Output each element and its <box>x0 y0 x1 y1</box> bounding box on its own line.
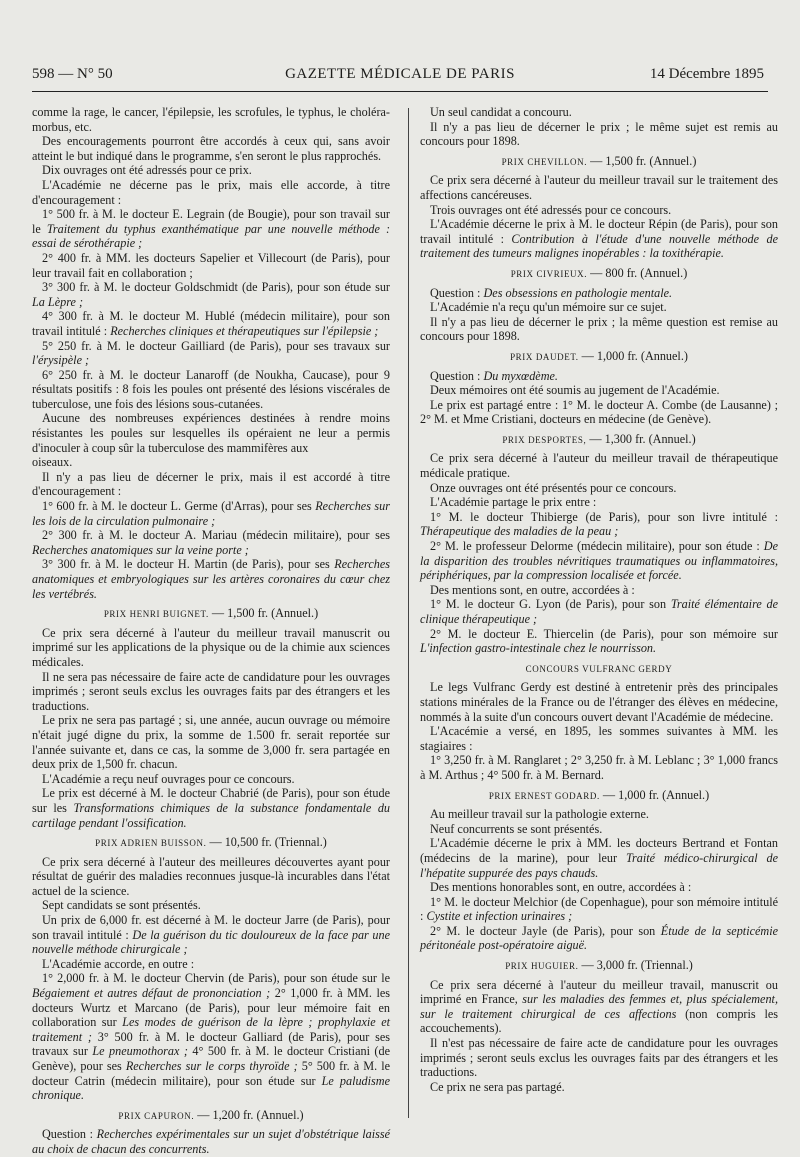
paragraph: Sept candidats se sont présentés. <box>42 898 201 913</box>
section-heading-godard: PRIX ERNEST GODARD. — 1,000 fr. (Annuel.) <box>488 787 710 802</box>
paragraph: 5° 250 fr. à M. le docteur Gailliard (de Paris), pour ses travaux sur l'érysipèle ; <box>32 338 390 368</box>
paragraph: Le prix ne sera pas partagé ; si, une année, aucun ouvrage ou mémoire n'était jugé digne du prix, la somme de 1.500 fr. serait reportée sur l'année suivante et, dans ce cas, la somme de 3,000 fr. sera partagée en deux prix de 1,500 fr. chacun. <box>32 713 390 772</box>
paragraph: 1° 600 fr. à M. le docteur L. Germe (d'Arras), pour ses Recherches sur les lois de la circulation pulmonaire ; <box>32 499 390 528</box>
paragraph: L'Académie ne décerne pas le prix, mais elle accorde, à titre d'encouragement : <box>32 177 390 207</box>
paragraph: Ce prix sera décerné à l'auteur des meilleures découvertes ayant pour résultat de guérir des maladies reconnues jusque-là incurables dans l'état actuel de la science. <box>32 854 390 898</box>
paragraph: 1° M. le docteur Melchior (de Copenhague), pour son mémoire intitulé : Cystite et infection urinaires ; <box>420 894 778 924</box>
section-heading-buisson: PRIX ADRIEN BUISSON. — 10,500 fr. (Triennal.) <box>95 835 327 850</box>
paragraph: Question : Des obsessions en pathologie mentale. <box>430 285 673 300</box>
paragraph: L'Académie a reçu neuf ouvrages pour ce concours. <box>42 771 295 786</box>
paragraph: 4° 300 fr. à M. le docteur M. Hublé (médecin militaire), pour son travail intitulé : Recherches cliniques et thérapeutiques sur l'épilepsie ; <box>32 309 390 338</box>
section-heading-huguier: PRIX HUGUIER. — 3,000 fr. (Triennal.) <box>505 958 693 973</box>
paragraph: Le legs Vulfranc Gerdy est destiné à entretenir près des principales stations minérales de la France ou de l'étranger des élèves en médecine, nommés à la suite d'un concours ouvert devant l'Académie de médecine. <box>420 680 778 724</box>
column-divider <box>408 108 409 1118</box>
paragraph: L'Acacémie a versé, en 1895, les sommes suivantes à MM. les stagiaires : <box>420 724 778 753</box>
paragraph: Le prix est décerné à M. le docteur Chabrié (de Paris), pour son étude sur les Transformations chimiques de la substance fondamentale du cartilage pendant l'ossification. <box>32 786 391 830</box>
paragraph: Ce prix ne sera pas partagé. <box>430 1079 565 1094</box>
paragraph: Il n'y a pas lieu de décerner le prix ; le même sujet est remis au concours pour 1898. <box>420 119 778 149</box>
page-header <box>0 60 800 90</box>
paragraph: oiseaux. <box>32 455 73 470</box>
paragraph: L'Académie décerne le prix à MM. les docteurs Bertrand et Fontan (médecins de la marine), pour leur Traité médico-chirurgical de l'hépatite suppurée des pays chauds. <box>420 836 778 880</box>
paragraph: Neuf concurrents se sont présentés. <box>430 821 603 836</box>
paragraph: L'Académie décerne le prix à M. le docteur Répin (de Paris), pour son travail intitulé : Contribution à l'étude d'une nouvelle méthode de traitement des tumeurs malignes inopérables : la toxithérapie. <box>420 217 778 261</box>
section-heading-chevillon: PRIX CHEVILLON. — 1,500 fr. (Annuel.) <box>501 153 697 168</box>
paragraph: Des mentions sont, en outre, accordées à : <box>430 582 635 597</box>
paragraph: L'Académie partage le prix entre : <box>430 495 597 510</box>
paragraph: 1° 500 fr. à M. le docteur E. Legrain (de Bougie), pour son travail sur le Traitement du typhus exanthématique par une nouvelle méthode : essai de sérothérapie ; <box>32 207 391 251</box>
paragraph: Il n'est pas nécessaire de faire acte de candidature pour les ouvrages imprimés ; seront seuls exclus les ouvrages faits par des étrangers et les traductions. <box>420 1036 778 1080</box>
paragraph: 3° 300 fr. à M. le docteur Goldschmidt (de Paris), pour son étude sur La Lèpre ; <box>32 280 390 309</box>
paragraph: 1° M. le docteur G. Lyon (de Paris), pour son Traité élémentaire de clinique thérapeutique ; <box>420 597 779 626</box>
section-heading-daudet: PRIX DAUDET. — 1,000 fr. (Annuel.) <box>510 348 688 363</box>
paragraph: Ce prix sera décerné à l'auteur du meilleur travail manuscrit ou imprimé sur les applications de la physique ou de la chimie aux sciences médicales. <box>32 625 390 669</box>
paragraph: Il ne sera pas nécessaire de faire acte de candidature pour les ouvrages imprimés ; seront seuls exclus les ouvrages faits par des étrangers et les traductions. <box>32 669 390 713</box>
section-heading-civrieux: PRIX CIVRIEUX. — 800 fr. (Annuel.) <box>510 265 688 280</box>
journal-title: GAZETTE MÉDICALE DE PARIS <box>285 66 515 82</box>
paragraph: Des encouragements pourront être accordés à ceux qui, sans avoir atteint le but indiqué dans le programme, s'en seront le plus rapprochés. <box>32 134 390 163</box>
section-heading-capuron: PRIX CAPURON. — 1,200 fr. (Annuel.) <box>118 1107 304 1122</box>
paragraph: Onze ouvrages ont été présentés pour ce concours. <box>430 480 677 495</box>
paragraph: 2° M. le professeur Delorme (médecin militaire), pour son étude : De la disparition des troubles névritiques traumatiques ou inflammatoires, périphériques, par la compression localisée et forcée. <box>420 539 778 583</box>
paragraph: Un seul candidat a concouru. <box>430 105 572 119</box>
paragraph: Il n'y a pas lieu de décerner le prix ; la même question est remise au concours pour 1898. <box>420 314 778 344</box>
issue-date: 14 Décembre 1895 <box>649 66 764 82</box>
section-heading-desportes: PRIX DESPORTES, — 1,300 fr. (Annuel.) <box>502 431 696 446</box>
paragraph: Question : Recherches expérimentales sur un sujet d'obstétrique laissé au choix de chacun des concurrents. <box>32 1127 390 1156</box>
section-heading-gerdy: CONCOURS VULFRANC GERDY <box>525 663 673 674</box>
paragraph: Trois ouvrages ont été adressés pour ce concours. <box>430 202 672 217</box>
paragraph: Ce prix sera décerné à l'auteur du meilleur travail de thérapeutique médicale pratique. <box>420 451 778 481</box>
header-rule <box>32 91 768 92</box>
paragraph: Deux mémoires ont été soumis au jugement de l'Académie. <box>430 383 720 398</box>
paragraph: Question : Du myxœdème. <box>430 368 558 383</box>
section-heading-buignet: PRIX HENRI BUIGNET. — 1,500 fr. (Annuel.) <box>103 606 319 621</box>
paragraph: Dix ouvrages ont été adressés pour ce prix. <box>42 163 252 178</box>
paragraph: 3° 300 fr. à M. le docteur H. Martin (de Paris), pour ses Recherches anatomiques et embryologiques sur les artères coronaires du cœur chez les vertébrés. <box>32 557 390 601</box>
paragraph: Un prix de 6,000 fr. est décerné à M. le docteur Jarre (de Paris), pour son travail intitulé : De la guérison du tic douloureux de la face par une nouvelle méthode chirurgicale ; <box>32 913 390 957</box>
paragraph: 2° M. le docteur E. Thiercelin (de Paris), pour son mémoire sur L'infection gastro-intestinale chez le nourrisson. <box>420 626 778 656</box>
paragraph: Des mentions honorables sont, en outre, accordées à : <box>430 880 692 895</box>
paragraph: Aucune des nombreuses expériences destinées à rendre moins résistantes les poules sur lesquelles ils opéraient ne leur a permis d'inoculer à coup sûr la tuberculose des mammifères aux <box>32 411 390 455</box>
paragraph: 2° 300 fr. à M. le docteur A. Mariau (médecin militaire), pour ses Recherches anatomiques sur la veine porte ; <box>32 528 390 557</box>
left-column <box>32 105 390 1157</box>
paragraph: 1° 2,000 fr. à M. le docteur Chervin (de Paris), pour son étude sur le Bégaiement et autres défaut de prononciation ; 2° 1,000 fr. à MM. les docteurs Wurtz et Marcano (de Paris), pour leur mémoire fait en collaboration sur Les modes de guérison de la lèpre ; prophylaxie et traitement ; 3° 500 fr. à M. le docteur Galliard (de Paris), pour ses travaux sur Le pneumothorax ; 4° 500 fr. à M. le docteur Cristiani (de Genève), pour ses Recherches sur le corps thyroïde ; 5° 500 fr. à M. le docteur Catrin (médecin militaire), pour son étude sur Le paludisme chronique. <box>32 971 391 1103</box>
right-column <box>420 105 778 1094</box>
paragraph: 6° 250 fr. à M. le docteur Lanaroff (de Noukha, Caucase), pour 9 résultats positifs : 8 fois les poules ont présenté des lésions viscérales de tuberculose, une fois des lésions sous-cutanées. <box>32 367 390 411</box>
paragraph: comme la rage, le cancer, l'épilepsie, les scrofules, le typhus, le choléra-morbus, etc. <box>32 105 390 134</box>
paragraph: Ce prix sera décerné à l'auteur du meilleur travail sur le traitement des affections cancéreuses. <box>420 173 778 202</box>
paragraph: 1° M. le docteur Thibierge (de Paris), pour son livre intitulé : Thérapeutique des maladies de la peau ; <box>420 509 778 539</box>
paragraph: 2° 400 fr. à MM. les docteurs Sapelier et Villecourt (de Paris), pour leur travail fait en collaboration ; <box>32 250 390 280</box>
paragraph: Ce prix sera décerné à l'auteur du meilleur travail, manuscrit ou imprimé en France, sur les maladies des femmes et, plus spécialement, sur le traitement chirurgical de ces affections (non compris les accouchements). <box>420 977 778 1036</box>
paragraph: L'Académie n'a reçu qu'un mémoire sur ce sujet. <box>430 300 667 315</box>
paragraph: L'Académie accorde, en outre : <box>42 956 195 971</box>
paragraph: 2° M. le docteur Jayle (de Paris), pour son Étude de la septicémie péritonéale post-opératoire aiguë. <box>420 923 778 953</box>
paragraph: 1° 3,250 fr. à M. Ranglaret ; 2° 3,250 fr. à M. Leblanc ; 3° 1,000 francs à M. Arthus ; 4° 500 fr. à M. Bernard. <box>420 753 778 782</box>
paragraph: Le prix est partagé entre : 1° M. le docteur A. Combe (de Lausanne) ; 2° M. et Mme Cristiani, docteurs en médecine (de Genève). <box>420 397 778 427</box>
page-number: 598 — N° 50 <box>32 66 113 82</box>
paragraph: Au meilleur travail sur la pathologie externe. <box>430 807 649 822</box>
paragraph: Il n'y a pas lieu de décerner le prix, mais il est accordé à titre d'encouragement : <box>32 469 390 499</box>
